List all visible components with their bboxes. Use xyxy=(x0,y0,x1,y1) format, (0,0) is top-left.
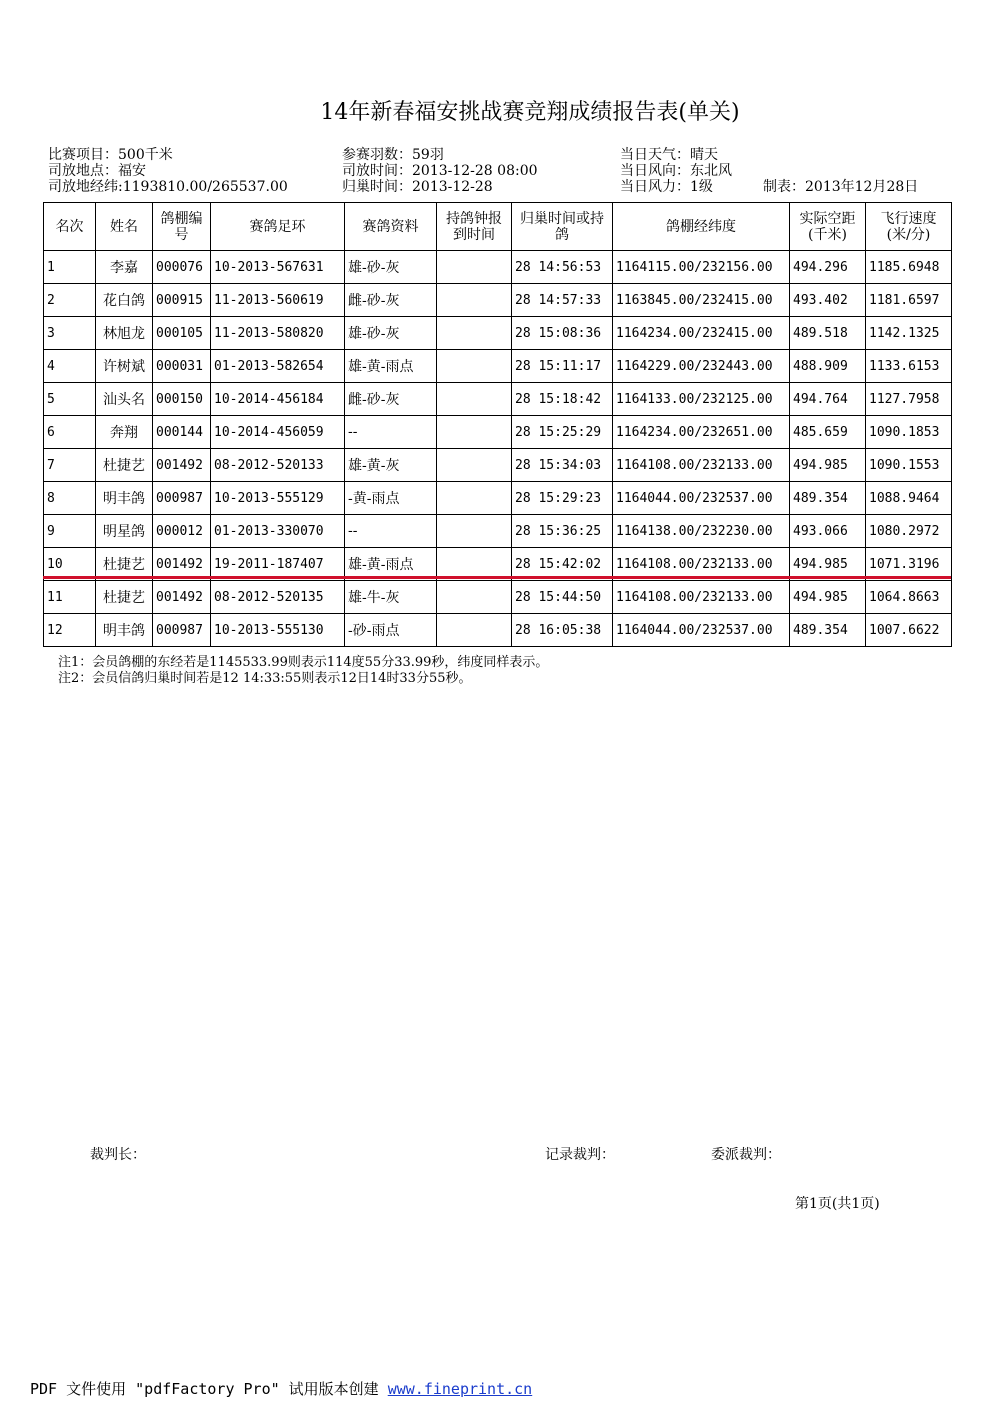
rank-cell: 12 xyxy=(44,614,96,647)
speed-cell: 1090.1853 xyxy=(866,416,952,449)
header-distance: 实际空距(千米) xyxy=(790,203,866,251)
wind-force: 当日风力：1级 xyxy=(620,179,713,195)
table-row xyxy=(44,251,952,284)
ring-cell: 10-2013-555130 xyxy=(211,614,345,647)
bird-info-cell: -- xyxy=(345,416,437,449)
loft-id-cell: 000987 xyxy=(153,614,211,647)
footer-text: PDF 文件使用 "pdfFactory Pro" 试用版本创建 xyxy=(30,1380,388,1398)
distance-cell: 494.985 xyxy=(790,449,866,482)
clock-time-cell xyxy=(437,416,512,449)
speed-cell: 1181.6597 xyxy=(866,284,952,317)
return-time-cell: 28 15:36:25 xyxy=(512,515,613,548)
return-time-cell: 28 15:34:03 xyxy=(512,449,613,482)
distance-cell: 494.985 xyxy=(790,581,866,614)
distance-cell: 494.764 xyxy=(790,383,866,416)
name-cell: 杜捷艺 xyxy=(96,581,153,614)
return-time-cell: 28 15:18:42 xyxy=(512,383,613,416)
coordinates-cell: 1163845.00/232415.00 xyxy=(613,284,790,317)
name-cell: 李嘉 xyxy=(96,251,153,284)
clock-time-cell xyxy=(437,383,512,416)
ring-cell: 01-2013-330070 xyxy=(211,515,345,548)
ring-cell: 11-2013-580820 xyxy=(211,317,345,350)
bird-info-cell: 雄-黄-雨点 xyxy=(345,548,437,581)
speed-cell: 1007.6622 xyxy=(866,614,952,647)
speed-cell: 1133.6153 xyxy=(866,350,952,383)
table-row xyxy=(44,383,952,416)
name-cell: 花白鸽 xyxy=(96,284,153,317)
coordinates-cell: 1164234.00/232415.00 xyxy=(613,317,790,350)
header-coordinates: 鸽棚经纬度 xyxy=(613,203,790,251)
coordinates-cell: 1164108.00/232133.00 xyxy=(613,581,790,614)
table-row xyxy=(44,284,952,317)
coordinates-cell: 1164234.00/232651.00 xyxy=(613,416,790,449)
report-title: 14年新春福安挑战赛竞翔成绩报告表(单关) xyxy=(320,100,740,125)
header-name: 姓名 xyxy=(96,203,153,251)
speed-cell: 1071.3196 xyxy=(866,548,952,581)
rank-cell: 8 xyxy=(44,482,96,515)
distance-cell: 488.909 xyxy=(790,350,866,383)
return-time-cell: 28 15:29:23 xyxy=(512,482,613,515)
speed-cell: 1127.7958 xyxy=(866,383,952,416)
notes xyxy=(58,655,548,687)
ring-cell: 10-2013-567631 xyxy=(211,251,345,284)
rank-cell: 2 xyxy=(44,284,96,317)
return-time-cell: 28 14:56:53 xyxy=(512,251,613,284)
weather: 当日天气：晴天 xyxy=(620,147,718,163)
table-row xyxy=(44,515,952,548)
release-coordinates: 司放地经纬:1193810.00/265537.00 xyxy=(48,179,288,195)
rank-cell: 10 xyxy=(44,548,96,581)
return-time-cell: 28 16:05:38 xyxy=(512,614,613,647)
loft-id-cell: 000987 xyxy=(153,482,211,515)
race-info-middle xyxy=(342,147,538,195)
bird-info-cell: -砂-雨点 xyxy=(345,614,437,647)
speed-cell: 1185.6948 xyxy=(866,251,952,284)
name-cell: 许树斌 xyxy=(96,350,153,383)
table-row xyxy=(44,317,952,350)
speed-cell: 1088.9464 xyxy=(866,482,952,515)
bird-info-cell: 雄-黄-雨点 xyxy=(345,350,437,383)
clock-time-cell xyxy=(437,581,512,614)
table-row xyxy=(44,416,952,449)
speed-cell: 1080.2972 xyxy=(866,515,952,548)
name-cell: 明丰鸽 xyxy=(96,482,153,515)
loft-id-cell: 000031 xyxy=(153,350,211,383)
loft-id-cell: 000105 xyxy=(153,317,211,350)
ring-cell: 11-2013-560619 xyxy=(211,284,345,317)
name-cell: 汕头名 xyxy=(96,383,153,416)
table-row xyxy=(44,614,952,647)
clock-time-cell xyxy=(437,482,512,515)
return-time-cell: 28 15:42:02 xyxy=(512,548,613,581)
name-cell: 奔翔 xyxy=(96,416,153,449)
ring-cell: 10-2013-555129 xyxy=(211,482,345,515)
bird-info-cell: 雌-砂-灰 xyxy=(345,284,437,317)
rank-cell: 6 xyxy=(44,416,96,449)
release-time: 司放时间：2013-12-28 08:00 xyxy=(342,163,538,179)
header-speed: 飞行速度(米/分) xyxy=(866,203,952,251)
distance-cell: 494.985 xyxy=(790,548,866,581)
ring-cell: 01-2013-582654 xyxy=(211,350,345,383)
loft-id-cell: 000150 xyxy=(153,383,211,416)
coordinates-cell: 1164115.00/232156.00 xyxy=(613,251,790,284)
loft-id-cell: 001492 xyxy=(153,449,211,482)
results-table xyxy=(43,202,952,647)
race-info-left xyxy=(48,147,288,195)
distance-cell: 493.402 xyxy=(790,284,866,317)
coordinates-cell: 1164108.00/232133.00 xyxy=(613,449,790,482)
table-row xyxy=(44,482,952,515)
clock-time-cell xyxy=(437,284,512,317)
speed-cell: 1090.1553 xyxy=(866,449,952,482)
wind-direction: 当日风向：东北风 xyxy=(620,163,732,179)
page-number: 第1页(共1页) xyxy=(795,1196,880,1212)
rank-cell: 3 xyxy=(44,317,96,350)
name-cell: 明丰鸽 xyxy=(96,614,153,647)
header-return-time: 归巢时间或持鸽 xyxy=(512,203,613,251)
header-rank: 名次 xyxy=(44,203,96,251)
rank-cell: 11 xyxy=(44,581,96,614)
header-loft-id: 鸽棚编号 xyxy=(153,203,211,251)
loft-id-cell: 000012 xyxy=(153,515,211,548)
return-time-cell: 28 15:08:36 xyxy=(512,317,613,350)
clock-time-cell xyxy=(437,251,512,284)
bird-info-cell: 雄-砂-灰 xyxy=(345,251,437,284)
name-cell: 杜捷艺 xyxy=(96,548,153,581)
rank-cell: 1 xyxy=(44,251,96,284)
name-cell: 杜捷艺 xyxy=(96,449,153,482)
rank-cell: 4 xyxy=(44,350,96,383)
return-time-cell: 28 15:44:50 xyxy=(512,581,613,614)
return-time-cell: 28 14:57:33 xyxy=(512,284,613,317)
bird-info-cell: 雄-砂-灰 xyxy=(345,317,437,350)
coordinates-cell: 1164044.00/232537.00 xyxy=(613,482,790,515)
name-cell: 林旭龙 xyxy=(96,317,153,350)
coordinates-cell: 1164108.00/232133.00 xyxy=(613,548,790,581)
header-clock-time: 持鸽钟报到时间 xyxy=(437,203,512,251)
table-row xyxy=(44,350,952,383)
coordinates-cell: 1164229.00/232443.00 xyxy=(613,350,790,383)
pdf-footer xyxy=(30,1378,532,1399)
note-1: 注1：会员鸽棚的东经若是1145533.99则表示114度55分33.99秒，纬度同样表示。 xyxy=(58,655,549,670)
return-time-cell: 28 15:11:17 xyxy=(512,350,613,383)
loft-id-cell: 000076 xyxy=(153,251,211,284)
rank-cell: 7 xyxy=(44,449,96,482)
coordinates-cell: 1164044.00/232537.00 xyxy=(613,614,790,647)
header-row xyxy=(44,203,952,251)
bird-info-cell: -- xyxy=(345,515,437,548)
race-item: 比赛项目：500千米 xyxy=(48,147,173,163)
ring-cell: 10-2014-456184 xyxy=(211,383,345,416)
clock-time-cell xyxy=(437,614,512,647)
note-2: 注2：会员信鸽归巢时间若是12 14:33:55则表示12日14时33分55秒。 xyxy=(58,671,472,686)
rank-cell: 5 xyxy=(44,383,96,416)
bird-info-cell: 雄-牛-灰 xyxy=(345,581,437,614)
loft-id-cell: 001492 xyxy=(153,581,211,614)
cutoff-line xyxy=(43,576,951,579)
bird-info-cell: 雌-砂-灰 xyxy=(345,383,437,416)
ring-cell: 08-2012-520133 xyxy=(211,449,345,482)
speed-cell: 1142.1325 xyxy=(866,317,952,350)
ring-cell: 19-2011-187407 xyxy=(211,548,345,581)
coordinates-cell: 1164138.00/232230.00 xyxy=(613,515,790,548)
distance-cell: 489.354 xyxy=(790,614,866,647)
ring-cell: 08-2012-520135 xyxy=(211,581,345,614)
chief-referee: 裁判长： xyxy=(90,1147,146,1163)
entry-count: 参赛羽数：59羽 xyxy=(342,147,444,163)
clock-time-cell xyxy=(437,515,512,548)
table-row xyxy=(44,581,952,614)
results-body xyxy=(44,251,952,647)
speed-cell: 1064.8663 xyxy=(866,581,952,614)
release-place: 司放地点：福安 xyxy=(48,163,146,179)
footer-link[interactable]: www.fineprint.cn xyxy=(387,1380,533,1398)
loft-id-cell: 000915 xyxy=(153,284,211,317)
return-time: 归巢时间：2013-12-28 xyxy=(342,179,493,195)
assigned-referee: 委派裁判： xyxy=(711,1147,781,1163)
coordinates-cell: 1164133.00/232125.00 xyxy=(613,383,790,416)
loft-id-cell: 000144 xyxy=(153,416,211,449)
table-row xyxy=(44,449,952,482)
clock-time-cell xyxy=(437,449,512,482)
distance-cell: 485.659 xyxy=(790,416,866,449)
recording-referee: 记录裁判： xyxy=(545,1147,615,1163)
ring-cell: 10-2014-456059 xyxy=(211,416,345,449)
return-time-cell: 28 15:25:29 xyxy=(512,416,613,449)
distance-cell: 494.296 xyxy=(790,251,866,284)
made-date: 制表：2013年12月28日 xyxy=(763,179,919,195)
race-info-right xyxy=(620,147,732,195)
bird-info-cell: 雄-黄-灰 xyxy=(345,449,437,482)
rank-cell: 9 xyxy=(44,515,96,548)
header-ring: 赛鸽足环 xyxy=(211,203,345,251)
name-cell: 明星鸽 xyxy=(96,515,153,548)
header-bird-info: 赛鸽资料 xyxy=(345,203,437,251)
clock-time-cell xyxy=(437,350,512,383)
bird-info-cell: -黄-雨点 xyxy=(345,482,437,515)
distance-cell: 493.066 xyxy=(790,515,866,548)
distance-cell: 489.354 xyxy=(790,482,866,515)
clock-time-cell xyxy=(437,317,512,350)
loft-id-cell: 001492 xyxy=(153,548,211,581)
distance-cell: 489.518 xyxy=(790,317,866,350)
